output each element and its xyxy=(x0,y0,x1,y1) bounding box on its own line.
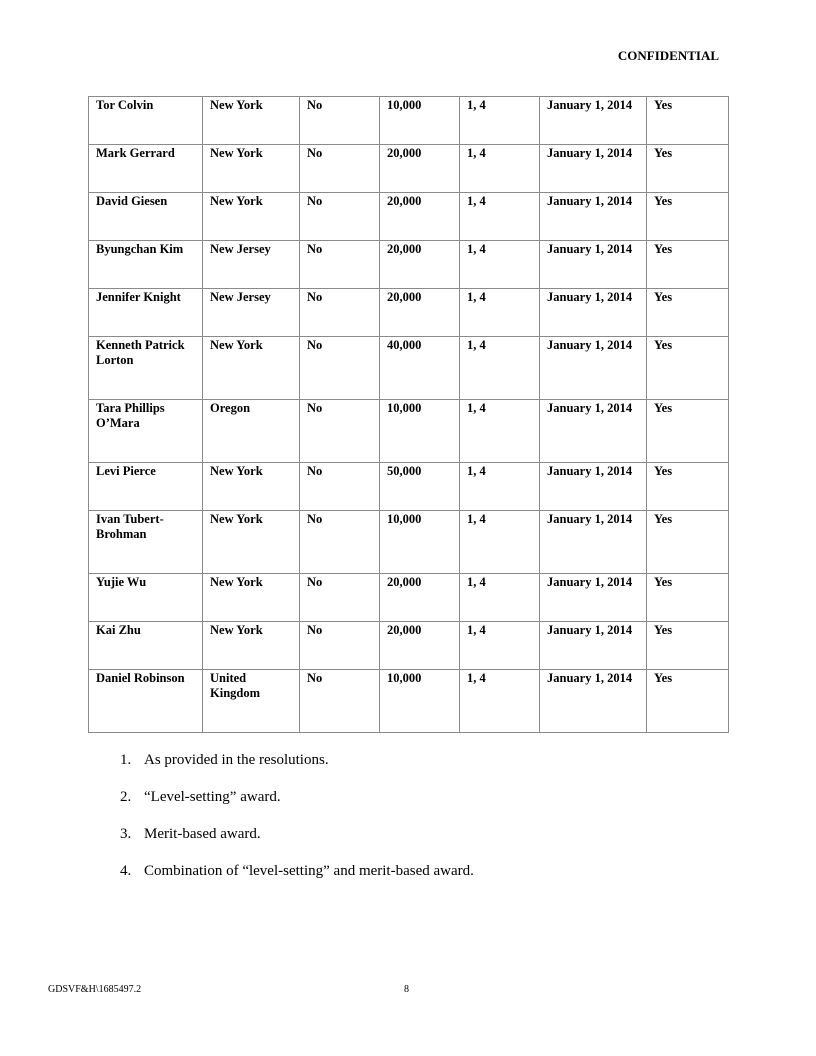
state-cell: New York xyxy=(203,193,300,241)
flag-cell: No xyxy=(300,193,380,241)
name-cell: Tor Colvin xyxy=(89,97,203,145)
last-cell: Yes xyxy=(647,145,729,193)
amount-cell: 20,000 xyxy=(380,574,460,622)
amount-cell: 40,000 xyxy=(380,337,460,400)
amount-cell: 20,000 xyxy=(380,622,460,670)
name-cell: Byungchan Kim xyxy=(89,241,203,289)
notes-cell: 1, 4 xyxy=(460,463,540,511)
amount-cell: 20,000 xyxy=(380,289,460,337)
last-cell: Yes xyxy=(647,337,729,400)
last-cell: Yes xyxy=(647,97,729,145)
footnote-text: “Level-setting” award. xyxy=(144,789,281,805)
amount-cell: 10,000 xyxy=(380,97,460,145)
notes-cell: 1, 4 xyxy=(460,574,540,622)
date-cell: January 1, 2014 xyxy=(540,463,647,511)
notes-cell: 1, 4 xyxy=(460,289,540,337)
state-cell: New York xyxy=(203,622,300,670)
last-cell: Yes xyxy=(647,574,729,622)
footnote-item xyxy=(120,826,474,863)
notes-cell: 1, 4 xyxy=(460,622,540,670)
table-row xyxy=(89,511,729,574)
name-cell: Jennifer Knight xyxy=(89,289,203,337)
state-cell: New Jersey xyxy=(203,241,300,289)
last-cell: Yes xyxy=(647,241,729,289)
footnote-list xyxy=(120,752,474,900)
date-cell: January 1, 2014 xyxy=(540,145,647,193)
footnote-text: As provided in the resolutions. xyxy=(144,752,329,768)
flag-cell: No xyxy=(300,337,380,400)
table-row xyxy=(89,145,729,193)
amount-cell: 20,000 xyxy=(380,145,460,193)
table-row xyxy=(89,289,729,337)
notes-cell: 1, 4 xyxy=(460,337,540,400)
amount-cell: 10,000 xyxy=(380,511,460,574)
amount-cell: 50,000 xyxy=(380,463,460,511)
last-cell: Yes xyxy=(647,463,729,511)
flag-cell: No xyxy=(300,463,380,511)
flag-cell: No xyxy=(300,400,380,463)
date-cell: January 1, 2014 xyxy=(540,337,647,400)
name-cell: Levi Pierce xyxy=(89,463,203,511)
flag-cell: No xyxy=(300,670,380,733)
footnote-number: 4. xyxy=(120,863,132,879)
flag-cell: No xyxy=(300,97,380,145)
footnote-number: 3. xyxy=(120,826,132,842)
amount-cell: 10,000 xyxy=(380,670,460,733)
date-cell: January 1, 2014 xyxy=(540,193,647,241)
footnote-text: Merit-based award. xyxy=(144,826,261,842)
document-id: GDSVF&H\1685497.2 xyxy=(48,984,142,995)
flag-cell: No xyxy=(300,145,380,193)
grant-table xyxy=(88,96,729,733)
state-cell: New Jersey xyxy=(203,289,300,337)
table-row xyxy=(89,463,729,511)
last-cell: Yes xyxy=(647,670,729,733)
last-cell: Yes xyxy=(647,622,729,670)
notes-cell: 1, 4 xyxy=(460,97,540,145)
page-number: 8 xyxy=(404,984,409,995)
notes-cell: 1, 4 xyxy=(460,241,540,289)
last-cell: Yes xyxy=(647,193,729,241)
name-cell: Yujie Wu xyxy=(89,574,203,622)
footnote-item xyxy=(120,752,474,789)
name-cell: David Giesen xyxy=(89,193,203,241)
footnote-number: 2. xyxy=(120,789,132,805)
date-cell: January 1, 2014 xyxy=(540,574,647,622)
table-row xyxy=(89,193,729,241)
notes-cell: 1, 4 xyxy=(460,193,540,241)
last-cell: Yes xyxy=(647,400,729,463)
amount-cell: 10,000 xyxy=(380,400,460,463)
table-row xyxy=(89,670,729,733)
notes-cell: 1, 4 xyxy=(460,670,540,733)
notes-cell: 1, 4 xyxy=(460,400,540,463)
notes-cell: 1, 4 xyxy=(460,511,540,574)
table-row xyxy=(89,574,729,622)
flag-cell: No xyxy=(300,241,380,289)
footnote-item xyxy=(120,863,474,900)
table-row xyxy=(89,400,729,463)
footnote-number: 1. xyxy=(120,752,132,768)
date-cell: January 1, 2014 xyxy=(540,400,647,463)
state-cell: New York xyxy=(203,574,300,622)
flag-cell: No xyxy=(300,622,380,670)
amount-cell: 20,000 xyxy=(380,193,460,241)
date-cell: January 1, 2014 xyxy=(540,622,647,670)
footnote-text: Combination of “level-setting” and merit-based award. xyxy=(144,863,474,879)
flag-cell: No xyxy=(300,574,380,622)
table-row xyxy=(89,241,729,289)
date-cell: January 1, 2014 xyxy=(540,97,647,145)
flag-cell: No xyxy=(300,289,380,337)
table-row xyxy=(89,622,729,670)
date-cell: January 1, 2014 xyxy=(540,241,647,289)
table-row xyxy=(89,337,729,400)
name-cell: Tara Phillips O’Mara xyxy=(89,400,203,463)
name-cell: Kai Zhu xyxy=(89,622,203,670)
state-cell: New York xyxy=(203,97,300,145)
state-cell: United Kingdom xyxy=(203,670,300,733)
date-cell: January 1, 2014 xyxy=(540,511,647,574)
name-cell: Mark Gerrard xyxy=(89,145,203,193)
amount-cell: 20,000 xyxy=(380,241,460,289)
footnote-item xyxy=(120,789,474,826)
table-row xyxy=(89,97,729,145)
state-cell: New York xyxy=(203,145,300,193)
flag-cell: No xyxy=(300,511,380,574)
state-cell: Oregon xyxy=(203,400,300,463)
confidential-label: CONFIDENTIAL xyxy=(617,48,719,63)
state-cell: New York xyxy=(203,463,300,511)
last-cell: Yes xyxy=(647,289,729,337)
name-cell: Daniel Robinson xyxy=(89,670,203,733)
date-cell: January 1, 2014 xyxy=(540,670,647,733)
state-cell: New York xyxy=(203,337,300,400)
state-cell: New York xyxy=(203,511,300,574)
last-cell: Yes xyxy=(647,511,729,574)
notes-cell: 1, 4 xyxy=(460,145,540,193)
name-cell: Kenneth Patrick Lorton xyxy=(89,337,203,400)
date-cell: January 1, 2014 xyxy=(540,289,647,337)
name-cell: Ivan Tubert-Brohman xyxy=(89,511,203,574)
